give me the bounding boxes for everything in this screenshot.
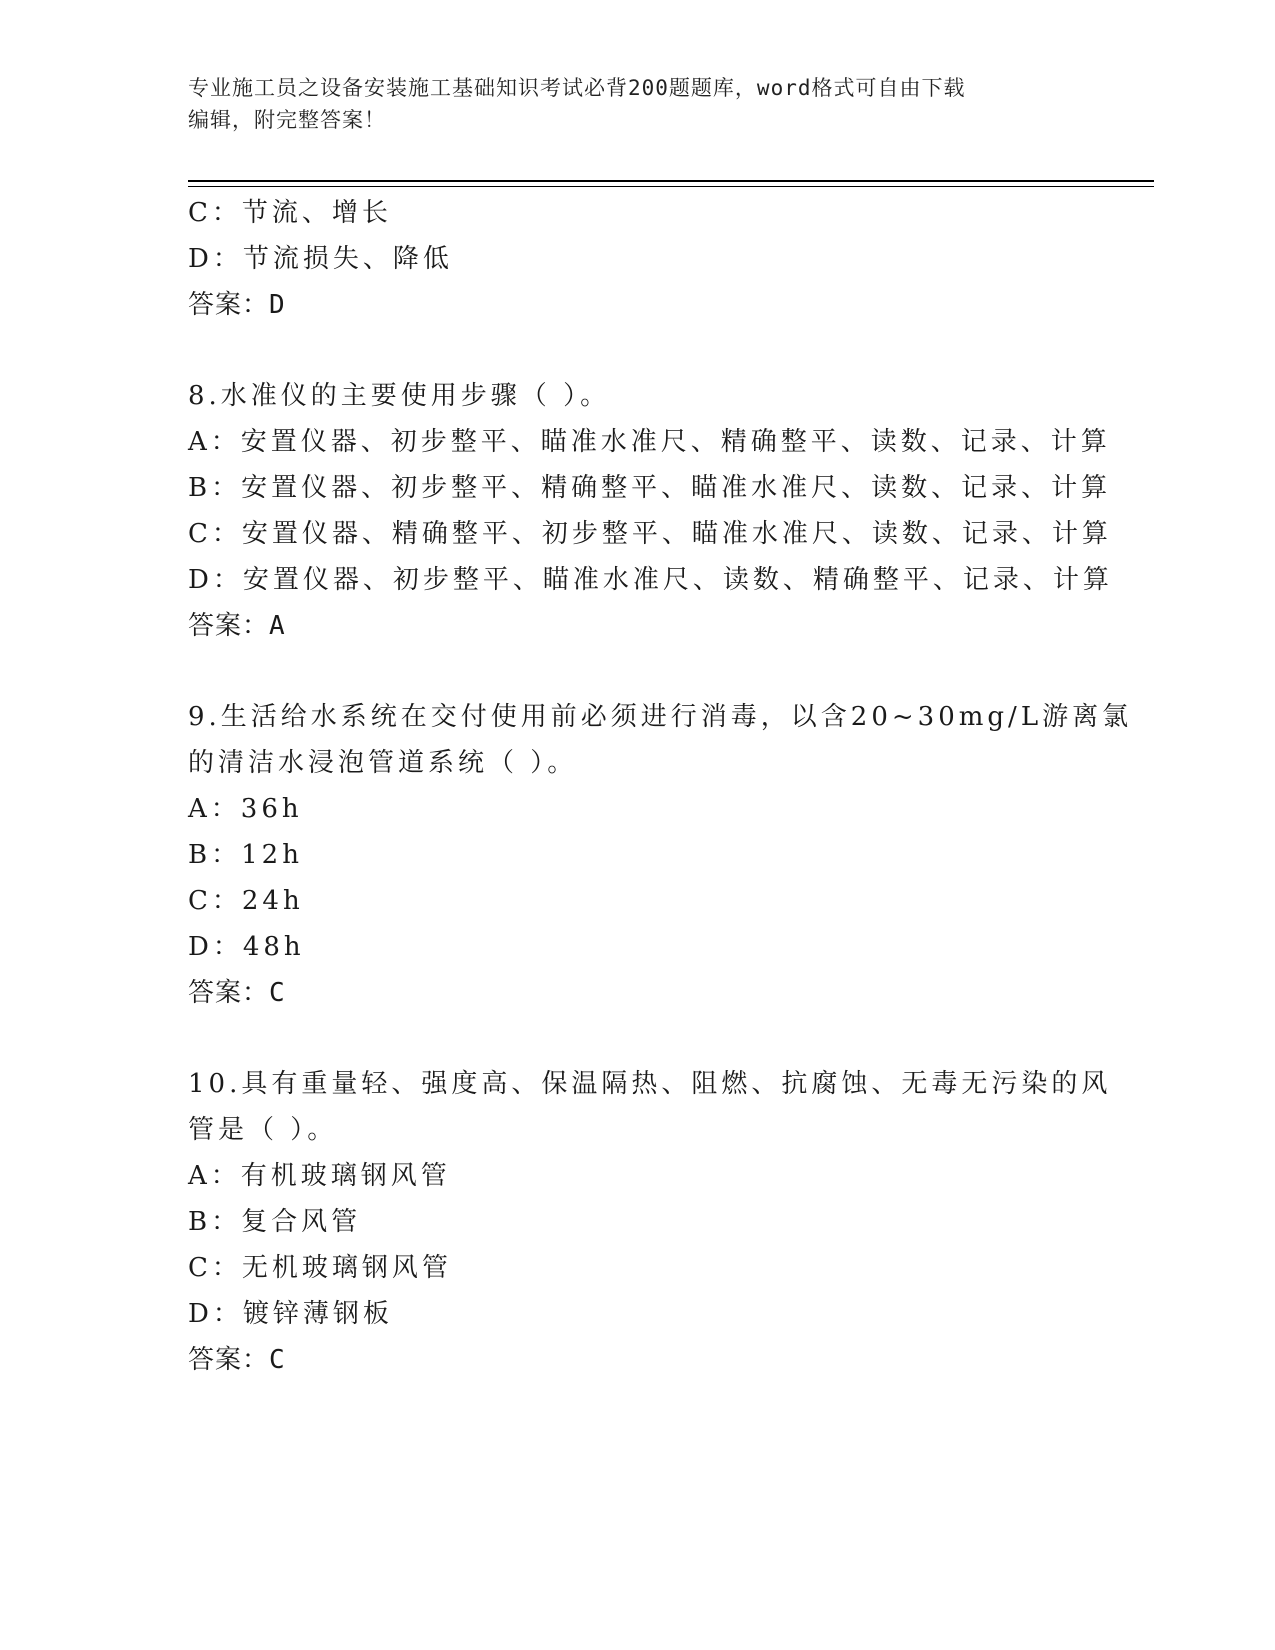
question-list: [188, 190, 1133, 1383]
option-b: B：12h: [188, 840, 303, 870]
header-divider-thick: [188, 180, 1154, 182]
question-stem-line-1: 10.具有重量轻、强度高、保温隔热、阻燃、抗腐蚀、无毒无污染的风: [188, 1069, 1112, 1099]
header-divider-thin: [188, 186, 1154, 187]
question-spacer: [188, 1016, 1088, 1061]
header-title-line-2: 编辑，附完整答案！: [188, 108, 386, 132]
option-c: C：24h: [188, 886, 304, 916]
question-9: [188, 694, 1133, 1016]
question-spacer: [188, 649, 1088, 694]
option-d: D：安置仪器、初步整平、瞄准水准尺、读数、精确整平、记录、计算: [188, 565, 1113, 595]
option-c: C：节流、增长: [188, 198, 392, 228]
answer: 答案：C: [188, 1345, 286, 1375]
option-d: D：48h: [188, 932, 305, 962]
answer: 答案：A: [188, 611, 286, 641]
question-stem-line-2: 管是（ ）。: [188, 1115, 338, 1145]
answer: 答案：C: [188, 978, 286, 1008]
question-stem-line-2: 的清洁水浸泡管道系统（ ）。: [188, 748, 578, 778]
option-b: B：复合风管: [188, 1207, 362, 1237]
option-b: B：安置仪器、初步整平、精确整平、瞄准水准尺、读数、记录、计算: [188, 473, 1112, 503]
question-stem-line-1: 9.生活给水系统在交付使用前必须进行消毒，以含20~30mg/L游离氯: [188, 702, 1133, 732]
option-c: C：无机玻璃钢风管: [188, 1253, 452, 1283]
answer: 答案：D: [188, 290, 286, 320]
question-8: [188, 373, 1113, 649]
document-header: [188, 72, 1088, 136]
option-a: A：36h: [188, 794, 303, 824]
header-title-line-1: 专业施工员之设备安装施工基础知识考试必背200题题库，word格式可自由下载: [188, 76, 966, 100]
option-a: A：有机玻璃钢风管: [188, 1161, 451, 1191]
question-spacer: [188, 328, 1088, 373]
question-stem: 8.水准仪的主要使用步骤（ ）。: [188, 381, 611, 411]
option-c: C：安置仪器、精确整平、初步整平、瞄准水准尺、读数、记录、计算: [188, 519, 1112, 549]
option-d: D：镀锌薄钢板: [188, 1299, 393, 1329]
option-a: A：安置仪器、初步整平、瞄准水准尺、精确整平、读数、记录、计算: [188, 427, 1111, 457]
previous-question-tail: [188, 190, 1088, 328]
question-10: [188, 1061, 1112, 1383]
option-d: D：节流损失、降低: [188, 244, 453, 274]
